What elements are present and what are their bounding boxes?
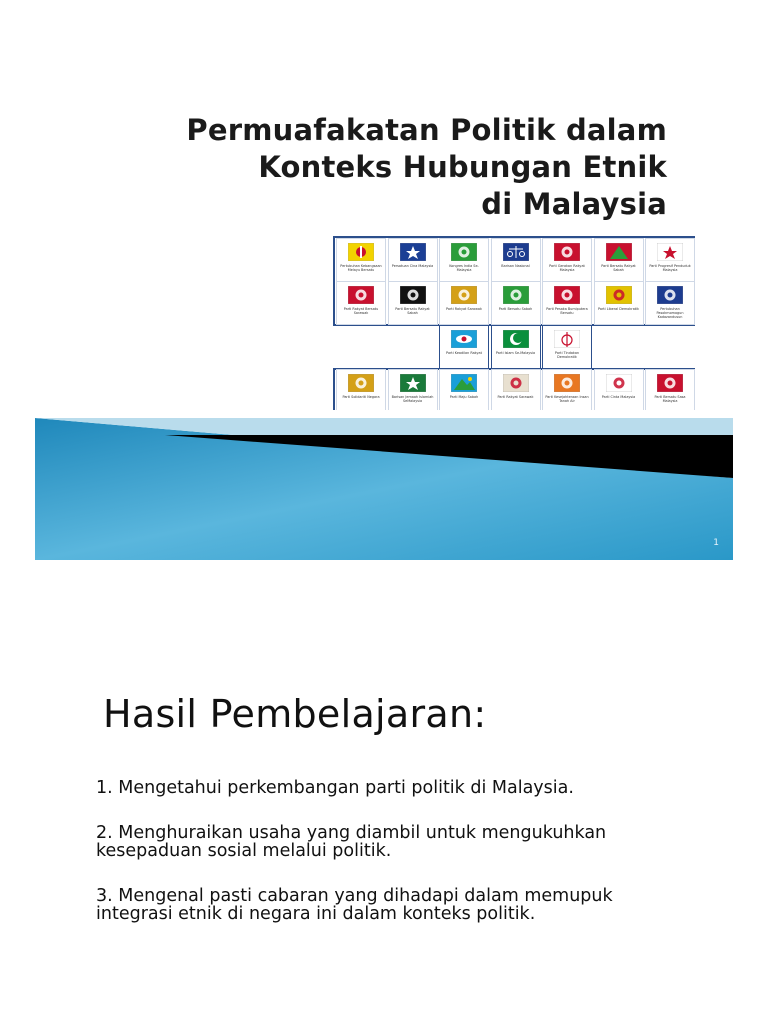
- party-flag: [439, 281, 489, 325]
- slide-title: [186, 112, 667, 223]
- outcome-text: kesepaduan sosial melalui politik.: [96, 841, 392, 861]
- party-flag: [388, 281, 438, 325]
- party-flags-collage: [333, 236, 695, 414]
- flag-caption: Parti Islam Se-Malaysia: [495, 351, 536, 355]
- flag-caption: Parti Gerakan Rakyat Malaysia: [549, 264, 585, 272]
- emblem-icon: [451, 243, 477, 261]
- mountain-icon: [451, 374, 477, 392]
- flag-caption: Parti Rakyat Sarawak: [497, 395, 534, 399]
- emblem-icon: [554, 243, 580, 261]
- party-flag: [336, 281, 386, 325]
- learning-outcome-1: [96, 779, 696, 797]
- moon-icon: [503, 330, 529, 348]
- party-flag: [491, 369, 541, 413]
- flag-caption: Parti Tindakan Demokratik: [554, 351, 580, 359]
- outcome-text: 2. Menghuraikan usaha yang diambil untuk mengukuhkan: [96, 823, 607, 843]
- flag-caption: Barisan Jemaah Islamiah SeMalaysia: [391, 395, 434, 403]
- emblem-icon: [503, 286, 529, 304]
- party-flag: [388, 238, 438, 282]
- flag-caption: Parti Kesejahteraan Insan Tanah Air: [545, 395, 589, 403]
- party-flag: [542, 238, 592, 282]
- party-flag: [645, 281, 695, 325]
- decorative-band: [35, 410, 733, 560]
- flag-caption: Parti Cinta Malaysia: [601, 395, 636, 399]
- emblem-icon: [451, 286, 477, 304]
- slide: [35, 40, 733, 560]
- party-flag: [336, 238, 386, 282]
- party-flag: [645, 369, 695, 413]
- emblem-icon: [348, 286, 374, 304]
- flag-caption: Parti Keadilan Rakyat: [446, 351, 482, 355]
- outcome-text: 3. Mengenal pasti cabaran yang dihadapi dalam memupuk: [96, 886, 613, 906]
- party-flag: [542, 325, 592, 369]
- party-flag: [491, 281, 541, 325]
- emblem-icon: [554, 286, 580, 304]
- flag-caption: Kongres India Se-Malaysia: [449, 264, 479, 272]
- flag-caption: Pertubuhan Pasokmomogun Kadazandusun: [656, 307, 684, 319]
- flag-caption: Parti Progresif Penduduk Malaysia: [649, 264, 691, 272]
- scale-icon: [503, 243, 529, 261]
- flag-caption: Parti Maju Sabah: [449, 395, 479, 399]
- flag-caption: Parti Solidariti Negara: [342, 395, 380, 399]
- emblem-icon: [554, 374, 580, 392]
- flag-caption: Parti Bersatu Sasa Malaysia: [654, 395, 686, 403]
- party-flag: [336, 369, 386, 413]
- flag-row-2: [336, 281, 697, 325]
- flag-caption: Parti Liberal Demokratik: [597, 307, 640, 311]
- section-heading: Hasil Pembelajaran:: [103, 692, 487, 736]
- flag-caption: Barisan Nasional: [501, 264, 530, 268]
- rocket-icon: [554, 330, 580, 348]
- party-flag: [439, 325, 489, 369]
- emblem-icon: [657, 286, 683, 304]
- party-flag: [491, 238, 541, 282]
- flag-row-1: [336, 238, 697, 282]
- triangle-icon: [606, 243, 632, 261]
- party-flag: [388, 369, 438, 413]
- emblem-icon: [503, 374, 529, 392]
- flag-caption: Parti Bersatu Rakyat Sabah: [601, 264, 636, 272]
- keris-icon: [348, 243, 374, 261]
- flag-caption: Parti Bersatu Sabah: [498, 307, 533, 311]
- party-flag: [439, 369, 489, 413]
- party-flag: [542, 369, 592, 413]
- party-flag: [594, 281, 644, 325]
- eye-icon: [451, 330, 477, 348]
- emblem-icon: [606, 286, 632, 304]
- title-line: Permuafakatan Politik dalam: [186, 113, 667, 147]
- star-icon: [400, 374, 426, 392]
- flag-row-4: [336, 369, 697, 413]
- party-flag: [439, 238, 489, 282]
- emblem-icon: [606, 374, 632, 392]
- title-line: Konteks Hubungan Etnik: [258, 150, 667, 184]
- party-flag: [594, 238, 644, 282]
- flag-caption: Parti Rakyat Sarawak: [446, 307, 482, 311]
- title-line: di Malaysia: [481, 187, 667, 221]
- outcome-text: integrasi etnik di negara ini dalam konteks politik.: [96, 904, 536, 924]
- emblem-icon: [400, 286, 426, 304]
- band-top: [35, 410, 733, 418]
- flag-caption: Pertubuhan Kebangsaan Melayu Bersatu: [340, 264, 382, 272]
- star-icon: [400, 243, 426, 261]
- page-number: 1: [713, 538, 719, 548]
- flag-row-3: [439, 325, 594, 369]
- learning-outcome-3: [96, 887, 696, 923]
- party-flag: [594, 369, 644, 413]
- party-flag: [542, 281, 592, 325]
- flag-caption: Parti Bersatu Rakyat Sabah: [395, 307, 430, 315]
- emblem-icon: [348, 374, 374, 392]
- party-flag: [645, 238, 695, 282]
- emblem-icon: [657, 374, 683, 392]
- learning-outcome-2: [96, 824, 696, 860]
- flag-caption: Persatuan Cina Malaysia: [391, 264, 434, 268]
- flag-caption: Parti Rakyat Bersatu Sarawak: [343, 307, 379, 315]
- star-icon: [657, 243, 683, 261]
- flag-caption: Parti Pesaka Bumiputera Bersatu: [546, 307, 588, 315]
- outcome-text: 1. Mengetahui perkembangan parti politik di Malaysia.: [96, 778, 574, 798]
- party-flag: [491, 325, 541, 369]
